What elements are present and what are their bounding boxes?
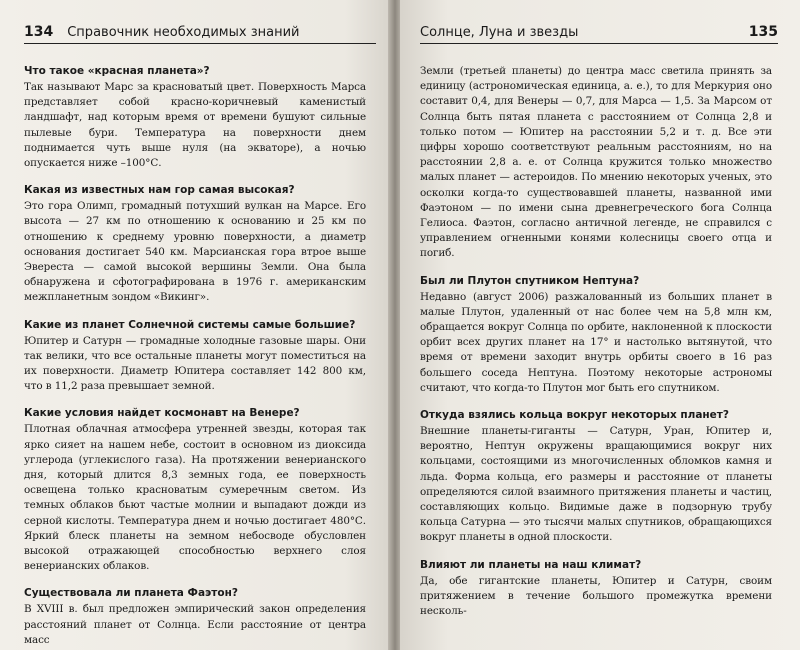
page-number: 135 <box>748 24 778 40</box>
left-running-header <box>24 24 376 44</box>
answer-text: В XVIII в. был предложен эмпирический закон определения расстояний планет от Солнца. Если расстояние от центра масс <box>24 603 366 646</box>
qa-section <box>24 586 376 648</box>
answer-text: Так называют Марс за красноватый цвет. Поверхность Марса представляет собой красно-коричневый каменистый ландшафт, над которым время от времени бушуют сильные пылевые бури. Температура на поверхности днем поднимается чуть выше нуля (на экваторе), а ночью опускается ниже –100°С. <box>24 81 366 170</box>
answer-text: Да, обе гигантские планеты, Юпитер и Сатурн, своим притяжением в течение большого промежутка времени несколь- <box>420 574 772 618</box>
question-heading: Что такое «красная планета»? <box>24 65 210 77</box>
left-page <box>0 0 392 650</box>
right-page <box>400 0 800 650</box>
page-number: 134 <box>24 24 54 40</box>
question-heading: Какая из известных нам гор самая высокая? <box>24 184 295 197</box>
running-title: Справочник необходимых знаний <box>67 25 300 40</box>
question-heading: Был ли Плутон спутником Нептуна? <box>420 274 640 287</box>
answer-text: Юпитер и Сатурн — громадные холодные газовые шары. Они так велики, что все остальные планеты могут поместиться на их поверхности. Диаметр Юпитера составляет 142 800 км, что в 11,2 раза превышает земной. <box>24 334 366 393</box>
answer-text: Это гора Олимп, громадный потухший вулкан на Марсе. Его высота — 27 км по отношению к основанию и 25 км по отношению к среднему уровню поверхности, а диаметр основания достигает 540 км. Марсианская гора втрое выше Эвереста — самой высокой вершины Земли. Она была обнаружена и сфотографирована в 1976 г. американским межпланетным зондом «Викинг». <box>24 200 366 304</box>
continued-text: Земли (третьей планеты) до центра масс светила принять за единицу (астрономическая единица, а. е.), то для Меркурия оно составит 0,4, для Венеры — 0,7, для Марса — 1,5. За Марсом от Солнца быть пятая планета с расстоянием от Солнца 2,8 и только потом — Юпитер на расстоянии 5,2 и т. д. Все эти цифры хорошо соответствуют реальным расстояниям, но на расстоянии 2,8 а. е. от Солнца кружится только множество малых планет — астероидов. По мнению некоторых ученых, это осколки когда-то существовавшей планеты, названной ими Фаэтоном — по имени сына древнегреческого бога Солнца Гелиоса. Фаэтон, согласно античной легенде, не справился с управлением огненными конями колесницы своего отца и погиб. <box>420 65 772 260</box>
answer-text: Плотная облачная атмосфера утренней звезды, которая так ярко сияет на нашем небе, состоит в основном из диоксида углерода (углекислого газа). На протяжении венерианского дня, который длится 8,3 земных года, ее поверхность освещена только красноватым сумеречным светом. Из темных облаков бьют частые молнии и выпадают дожди из серной кислоты. Температура днем и ночью достигает 480°С. Яркий блеск планеты на земном небосводе обусловлен высокой отражающей способностью верхнего слоя венерианских облаков. <box>24 423 366 573</box>
qa-section <box>420 408 778 546</box>
qa-section <box>24 318 376 395</box>
question-heading: Какие из планет Солнечной системы самые большие? <box>24 318 356 331</box>
qa-section <box>420 274 778 396</box>
question-heading: Влияют ли планеты на наш климат? <box>420 558 642 571</box>
question-heading: Какие условия найдет космонавт на Венере? <box>24 407 300 420</box>
qa-section <box>24 183 376 305</box>
qa-section <box>24 406 376 574</box>
answer-text: Внешние планеты-гиганты — Сатурн, Уран, Юпитер и, вероятно, Нептун окружены вращающимися вокруг них кольцами, состоящими из многочисленных обломков камня и льда. Форма кольца, его размеры и расстояние от планеты определяются силой взаимного притяжения планеты и частиц, составляющих кольцо. Видимые даже в подзорную трубу кольца Сатурна — это тысячи малых спутников, обращающихся вокруг планеты в одной плоскости. <box>420 425 772 544</box>
question-heading: Откуда взялись кольца вокруг некоторых планет? <box>420 409 729 422</box>
right-running-header <box>420 24 778 44</box>
answer-text: Недавно (август 2006) разжалованный из больших планет в малые Плутон, удаленный от нас более чем на 5,8 млн км, обращается вокруг Солнца по орбите, наклоненной к плоскости орбит всех других планет на 17° и настолько вытянутой, что время от времени заходит внутрь орбиты своего в 16 раз большего соседа Нептуна. Поэтому некоторые астрономы считают, что когда-то Плутон мог быть его спутником. <box>420 290 772 394</box>
running-title: Солнце, Луна и звезды <box>420 25 579 40</box>
qa-section <box>420 558 778 620</box>
question-heading: Существовала ли планета Фаэтон? <box>24 587 238 600</box>
qa-section <box>24 64 376 171</box>
